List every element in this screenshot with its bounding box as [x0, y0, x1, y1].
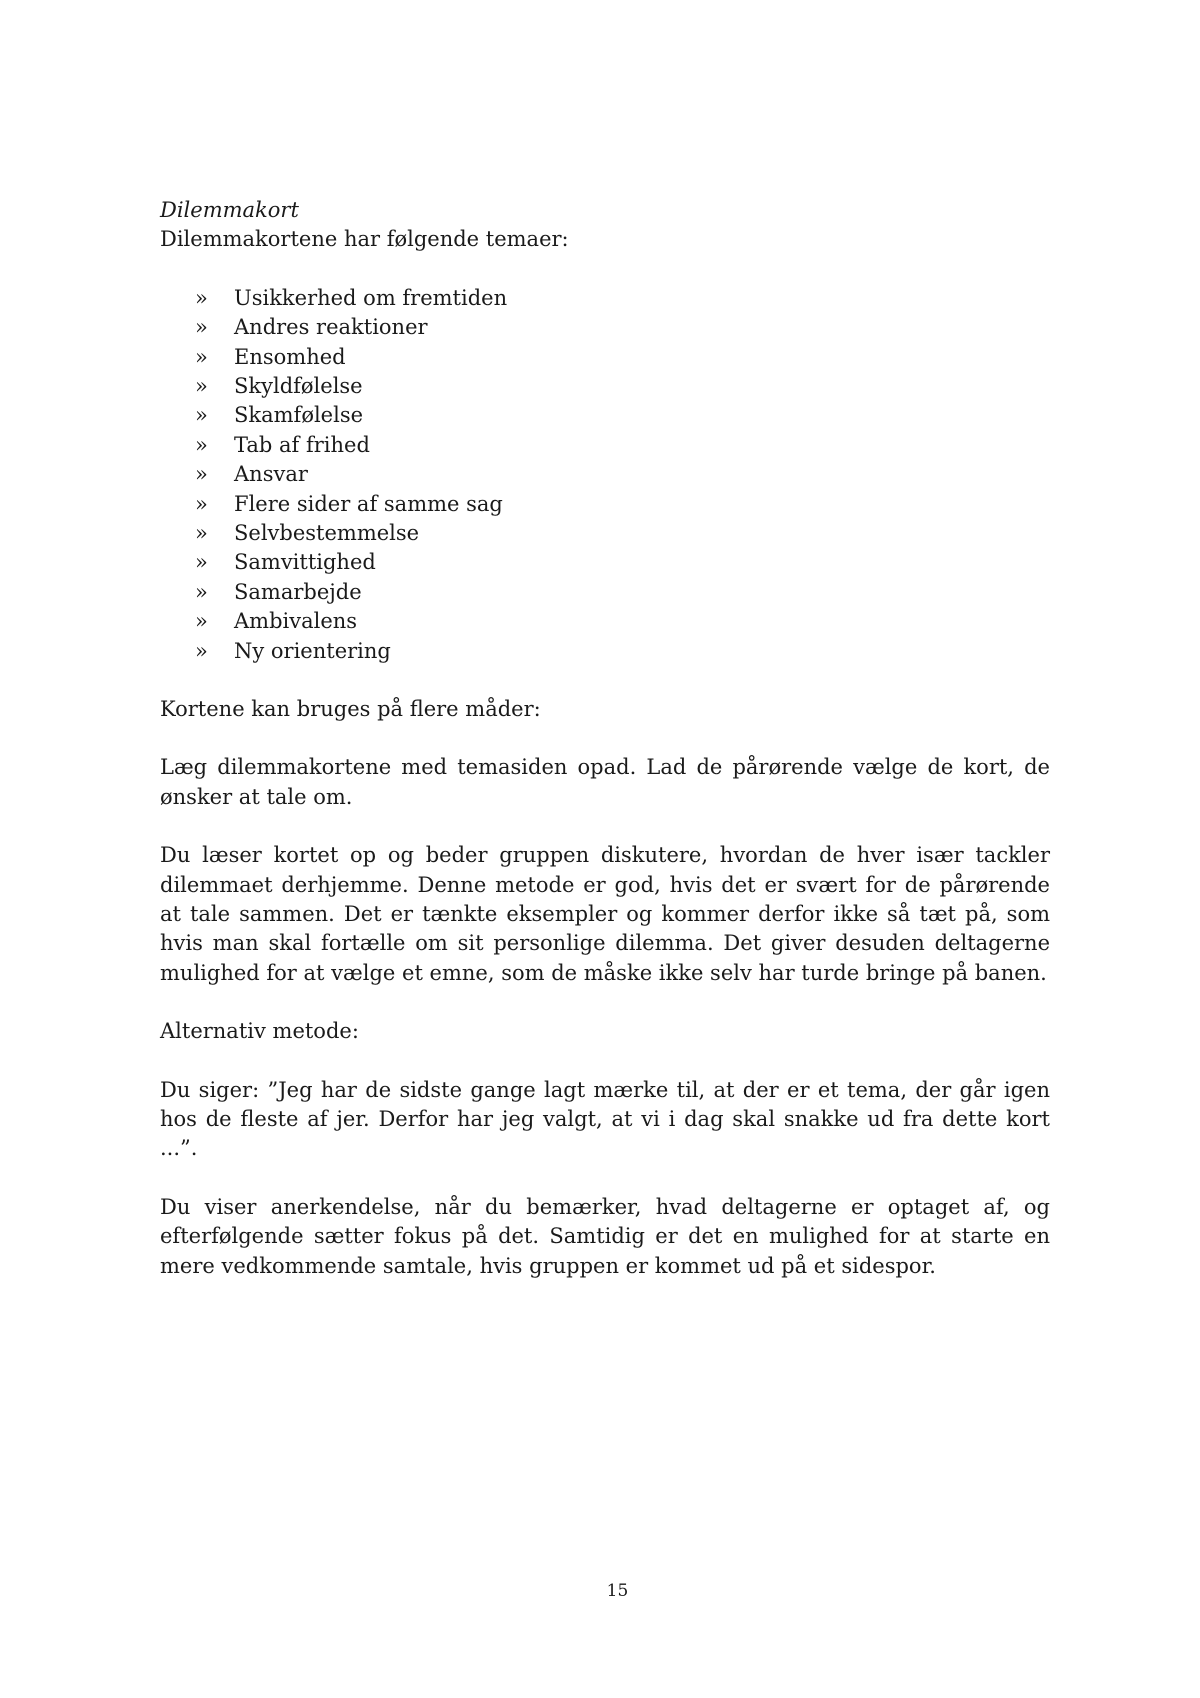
page-number: 15 — [606, 1581, 629, 1601]
intro-text: Dilemmakortene har følgende temaer: — [160, 227, 569, 252]
bullet-mark: » — [195, 462, 208, 487]
bullet-mark: » — [195, 373, 208, 398]
list-item — [160, 548, 1050, 577]
theme-label: Samarbejde — [234, 579, 362, 604]
paragraph-method-description: Du læser kortet op og beder gruppen diskutere, hvordan de hver især tackler dilemmaet derhjemme. Denne metode er god, hvis det er svært for de pårørende at tale sammen. Det er tænkte eksempler og kommer derfor ikke så tæt på, som hvis man skal fortælle om sit personlige dilemma. Det giver desuden deltagerne mulighed for at vælge et emne, som de måske ikke selv har turde bringe på banen. — [160, 843, 1050, 985]
bullet-mark: » — [195, 315, 208, 340]
list-item — [160, 490, 1050, 519]
theme-label: Ny orientering — [234, 638, 391, 663]
bullet-mark: » — [195, 638, 208, 663]
section-heading: Dilemmakort — [160, 198, 299, 222]
paragraph-recognition: Du viser anerkendelse, når du bemærker, hvad deltagerne er optaget af, og efterfølgende sætter fokus på det. Samtidig er det en mulighed for at starte en mere vedkommende samtale, hvis gruppen er kommet ud på et sidespor. — [160, 1194, 1050, 1278]
list-item — [160, 607, 1050, 636]
theme-label: Selvbestemmelse — [234, 520, 420, 545]
list-item — [160, 401, 1050, 430]
theme-label: Ansvar — [234, 462, 308, 487]
bullet-mark: » — [195, 520, 208, 545]
theme-label: Tab af frihed — [234, 432, 370, 457]
list-item — [160, 372, 1050, 401]
bullet-mark: » — [195, 491, 208, 516]
bullet-mark: » — [195, 550, 208, 575]
bullet-mark: » — [195, 285, 208, 310]
theme-label: Flere sider af samme sag — [234, 491, 503, 516]
theme-label: Samvittighed — [234, 550, 376, 575]
list-item — [160, 637, 1050, 666]
theme-label: Usikkerhed om fremtiden — [234, 285, 508, 310]
list-item — [160, 578, 1050, 607]
list-item — [160, 519, 1050, 548]
paragraph-alternative-heading: Alternativ metode: — [160, 1019, 359, 1044]
bullet-mark: » — [195, 579, 208, 604]
paragraph-usage-intro: Kortene kan bruges på flere måder: — [160, 696, 541, 721]
list-item — [160, 343, 1050, 372]
paragraph-alternative-quote: Du siger: ”Jeg har de sidste gange lagt mærke til, at der er et tema, der går igen hos de fleste af jer. Derfor har jeg valgt, at vi i dag skal snakke ud fra dette kort ...”. — [160, 1077, 1050, 1161]
theme-label: Skamfølelse — [234, 403, 364, 428]
theme-label: Ensomhed — [234, 344, 346, 369]
list-item — [160, 431, 1050, 460]
bullet-mark: » — [195, 609, 208, 634]
document-body — [160, 196, 1050, 1281]
theme-label: Skyldfølelse — [234, 373, 363, 398]
bullet-mark: » — [195, 403, 208, 428]
theme-label: Andres reaktioner — [234, 315, 428, 340]
bullet-mark: » — [195, 344, 208, 369]
paragraph-method-one: Læg dilemmakortene med temasiden opad. Lad de pårørende vælge de kort, de ønsker at tale om. — [160, 755, 1050, 809]
list-item — [160, 313, 1050, 342]
theme-list — [160, 284, 1050, 666]
list-item — [160, 460, 1050, 489]
theme-label: Ambivalens — [234, 609, 358, 634]
list-item — [160, 284, 1050, 313]
bullet-mark: » — [195, 432, 208, 457]
